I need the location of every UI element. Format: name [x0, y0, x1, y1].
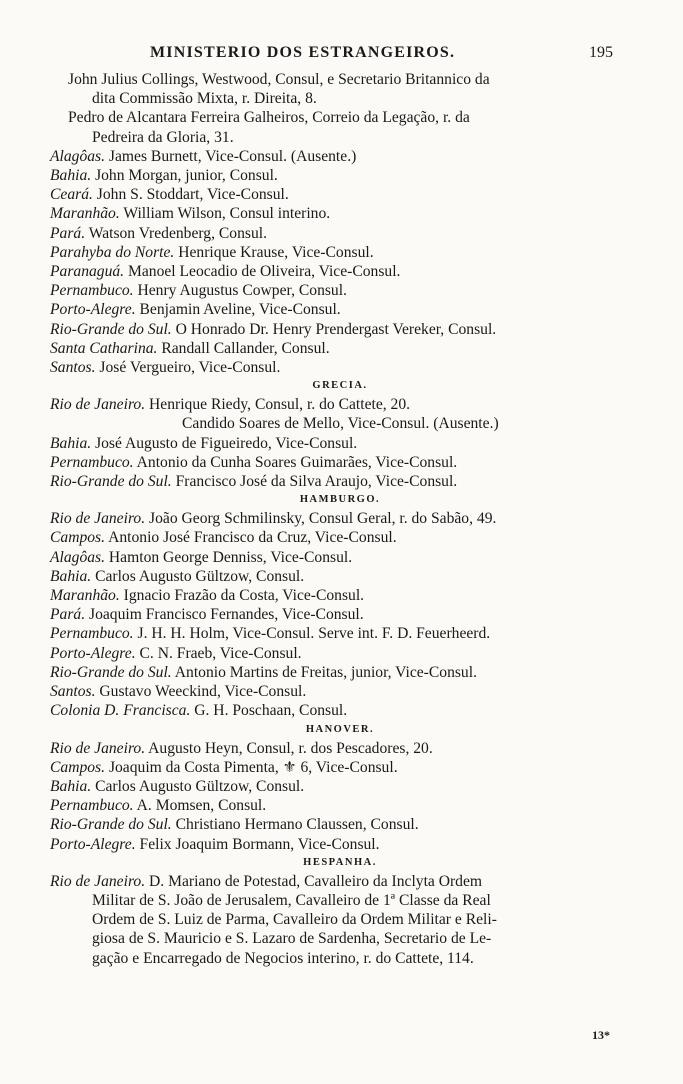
entry-text: Militar de S. João de Jerusalem, Cavalleiro de 1ª Classe da Real [92, 891, 491, 909]
entry-text: Augusto Heyn, Consul, r. dos Pescadores, 20. [148, 739, 433, 757]
place-name: Rio de Janeiro. [50, 739, 146, 757]
entry-line [50, 835, 630, 854]
entry-line [50, 204, 630, 223]
section [50, 855, 630, 968]
entry-text: John Julius Collings, Westwood, Consul, e Secretario Britannico da [68, 71, 490, 88]
section [50, 492, 630, 720]
entry-line [50, 777, 630, 796]
entry-text: Watson Vredenberg, Consul. [88, 224, 267, 242]
place-name: Pará. [50, 224, 86, 242]
place-name: Santa Catharina. [50, 339, 158, 357]
entry-text: Henrique Krause, Vice-Consul. [178, 243, 374, 261]
place-name: Bahia. [50, 434, 92, 452]
entry-text: O Honrado Dr. Henry Prendergast Vereker, Consul. [175, 320, 497, 338]
entry-text: Gustavo Weeckind, Vice-Consul. [99, 683, 307, 701]
entry-line [50, 339, 630, 358]
entry-line [50, 586, 630, 605]
place-name: Maranhão. [50, 205, 120, 223]
entry-text: Pedro de Alcantara Ferreira Galheiros, Correio da Legação, r. da [68, 109, 470, 127]
entry-text: A. Momsen, Consul. [136, 797, 267, 815]
entry-text: Christiano Hermano Claussen, Consul. [175, 816, 419, 834]
entry-text: Candido Soares de Mello, Vice-Consul. (Ausente.) [182, 415, 499, 433]
entry-line [50, 739, 630, 758]
entry-line [50, 528, 630, 547]
place-name: Colonia D. Francisca. [50, 702, 191, 720]
entry-line [50, 509, 630, 528]
section-title: HANOVER. [305, 723, 375, 735]
entry-line [50, 434, 630, 453]
entry-text: John Morgan, junior, Consul. [95, 167, 278, 185]
place-name: Rio-Grande do Sul. [50, 663, 172, 681]
place-name: Porto-Alegre. [50, 835, 136, 853]
entry-text: J. H. H. Holm, Vice-Consul. Serve int. F. D. Feuerheerd. [137, 625, 491, 643]
place-name: Parahyba do Norte. [50, 243, 175, 261]
section [50, 722, 630, 854]
entry-text: D. Mariano de Potestad, Cavalleiro da Inclyta Ordem [149, 872, 483, 890]
page-footer [50, 1028, 630, 1046]
place-name: Rio-Grande do Sul. [50, 320, 172, 338]
place-name: Porto-Alegre. [50, 301, 136, 319]
entry-line [50, 910, 630, 929]
page-body [50, 70, 630, 968]
place-name: Santos. [50, 683, 96, 701]
entry-text: Hamton George Denniss, Vice-Consul. [108, 548, 353, 566]
entry-line [50, 108, 630, 127]
entry-line [50, 796, 630, 815]
entry-line [50, 682, 630, 701]
section-title: HAMBURGO. [299, 494, 381, 506]
entry-text: Henrique Riedy, Consul, r. do Cattete, 20. [149, 396, 411, 414]
place-name: Maranhão. [50, 587, 120, 605]
entry-line [50, 262, 630, 281]
entry-text: José Vergueiro, Vice-Consul. [99, 359, 281, 377]
printer-signature: 13* [592, 1028, 610, 1042]
entry-text: William Wilson, Consul interino. [123, 205, 331, 223]
place-name: Rio de Janeiro. [50, 396, 146, 414]
entry-text: giosa de S. Mauricio e S. Lazaro de Sardenha, Secretario de Le- [92, 930, 492, 948]
entry-text: Francisco José da Silva Araujo, Vice-Consul. [175, 473, 458, 491]
entry-text: Felix Joaquim Bormann, Vice-Consul. [139, 835, 380, 853]
section-title: GRECIA. [312, 380, 368, 392]
entry-line [50, 815, 630, 834]
place-name: Campos. [50, 529, 106, 547]
entry-text: Henry Augustus Cowper, Consul. [137, 282, 347, 300]
entry-line [50, 147, 630, 166]
entry-text: Joaquim da Costa Pimenta, ⚜ 6, Vice-Consul. [108, 758, 398, 776]
entry-text: gação e Encarregado de Negocios interino, r. do Cattete, 114. [92, 949, 474, 967]
entry-line [50, 128, 630, 147]
place-name: Rio de Janeiro. [50, 872, 146, 890]
entry-line [50, 758, 630, 777]
page-header [0, 44, 683, 68]
entry-line [50, 243, 630, 262]
entry-line [50, 472, 630, 491]
entry-line [50, 453, 630, 472]
entry-text: Carlos Augusto Gültzow, Consul. [95, 777, 305, 795]
entry-text: Ordem de S. Luiz de Parma, Cavalleiro da Ordem Militar e Reli- [92, 911, 497, 929]
entry-text: Randall Callander, Consul. [161, 339, 330, 357]
place-name: Pernambuco. [50, 797, 134, 815]
place-name: Porto-Alegre. [50, 644, 136, 662]
section [50, 378, 630, 491]
place-name: Campos. [50, 758, 106, 776]
entry-line [50, 166, 630, 185]
place-name: Ceará. [50, 186, 93, 204]
entry-line [50, 395, 630, 414]
place-name: Alagôas. [50, 548, 106, 566]
entry-text: Benjamin Aveline, Vice-Consul. [139, 301, 341, 319]
place-name: Bahia. [50, 777, 92, 795]
entry-line [50, 605, 630, 624]
place-name: Rio-Grande do Sul. [50, 473, 172, 491]
entry-text: Antonio Martins de Freitas, junior, Vice-Consul. [174, 663, 477, 681]
place-name: Pernambuco. [50, 282, 134, 300]
place-name: Pernambuco. [50, 625, 134, 643]
entry-text: dita Commissão Mixta, r. Direita, 8. [92, 90, 317, 108]
place-name: Alagôas. [50, 147, 106, 165]
entry-line [50, 872, 630, 891]
entry-line [50, 949, 630, 968]
entry-line [50, 548, 630, 567]
entry-text: Antonio da Cunha Soares Guimarães, Vice-Consul. [136, 453, 458, 471]
place-name: Pará. [50, 606, 86, 624]
entry-text: G. H. Poschaan, Consul. [194, 702, 348, 720]
entry-line [50, 414, 630, 433]
entry-line [50, 320, 630, 339]
place-name: Bahia. [50, 167, 92, 185]
entry-text: C. N. Fraeb, Vice-Consul. [139, 644, 302, 662]
entry-text: Joaquim Francisco Fernandes, Vice-Consul. [89, 606, 364, 624]
entry-line [50, 89, 630, 108]
entry-text: James Burnett, Vice-Consul. (Ausente.) [108, 147, 357, 165]
entry-line [50, 185, 630, 204]
entry-line [50, 891, 630, 910]
entry-line [50, 929, 630, 948]
entry-text: João Georg Schmilinsky, Consul Geral, r. do Sabão, 49. [149, 510, 497, 528]
section-title: HESPANHA. [303, 856, 377, 868]
entry-line [50, 624, 630, 643]
entry-line [50, 358, 630, 377]
entry-text: José Augusto de Figueiredo, Vice-Consul. [95, 434, 358, 452]
entry-line [50, 224, 630, 243]
place-name: Rio-Grande do Sul. [50, 816, 172, 834]
entry-line [50, 281, 630, 300]
entry-text: Manoel Leocadio de Oliveira, Vice-Consul. [127, 263, 401, 281]
entry-text: Pedreira da Gloria, 31. [92, 128, 234, 146]
page-number: 195 [589, 44, 613, 61]
entry-line [50, 70, 630, 89]
entry-line [50, 701, 630, 720]
entry-text: Antonio José Francisco da Cruz, Vice-Consul. [108, 529, 397, 547]
entry-text: Ignacio Frazão da Costa, Vice-Consul. [123, 587, 365, 605]
place-name: Pernambuco. [50, 453, 134, 471]
entry-line [50, 300, 630, 319]
section [50, 70, 630, 377]
entry-line [50, 644, 630, 663]
entry-text: Carlos Augusto Gültzow, Consul. [95, 567, 305, 585]
entry-text: John S. Stoddart, Vice-Consul. [96, 186, 289, 204]
running-title: MINISTERIO DOS ESTRANGEIROS. [150, 44, 456, 61]
entry-line [50, 663, 630, 682]
place-name: Bahia. [50, 567, 92, 585]
place-name: Santos. [50, 359, 96, 377]
place-name: Paranaguá. [50, 263, 125, 281]
entry-line [50, 567, 630, 586]
place-name: Rio de Janeiro. [50, 510, 146, 528]
